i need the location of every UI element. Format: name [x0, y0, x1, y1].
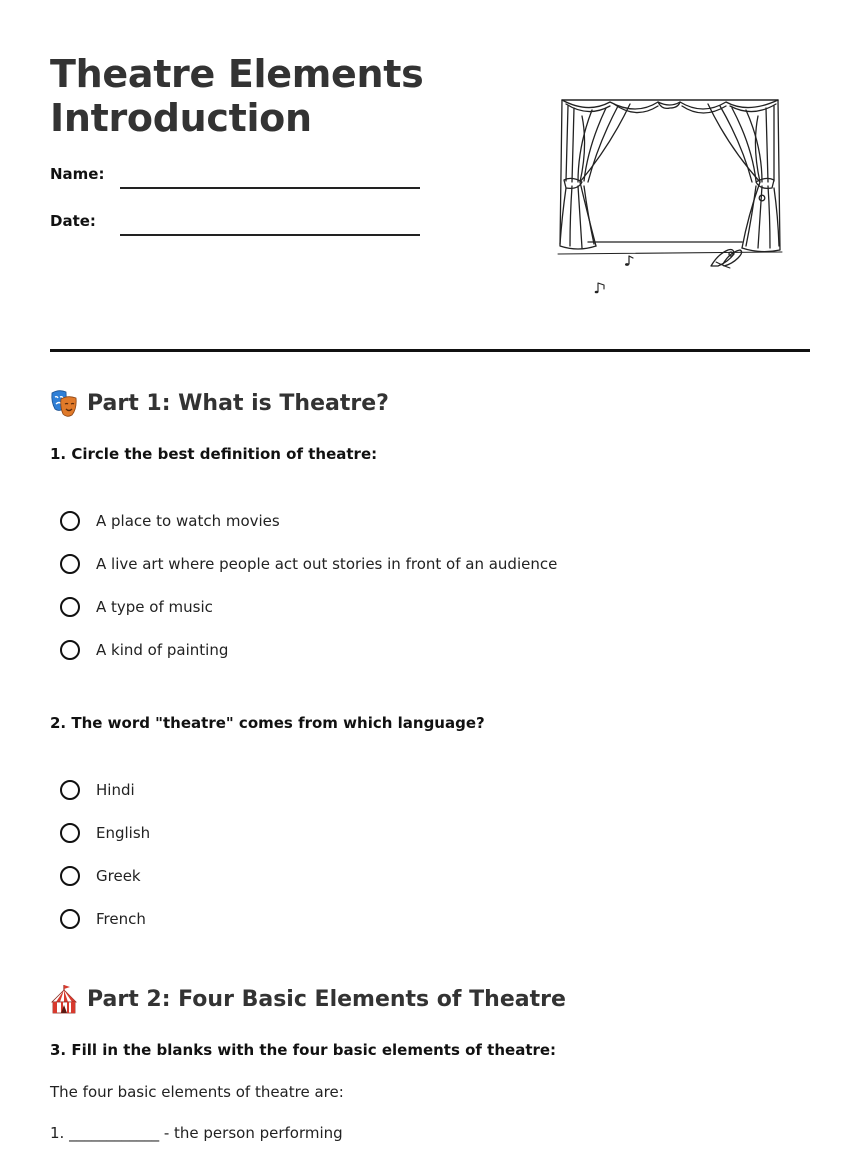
q2-option-4-circle[interactable] [60, 909, 80, 929]
q3-blank-1[interactable]: 1. ____________ - the person performing [50, 1124, 343, 1142]
q2-option-1-circle[interactable] [60, 780, 80, 800]
q2-option-2[interactable] [60, 823, 150, 843]
q2-option-3-label: Greek [96, 867, 141, 885]
q1-option-1-label: A place to watch movies [96, 512, 280, 530]
title-line-1: Theatre Elements [50, 52, 424, 96]
q2-option-2-label: English [96, 824, 151, 842]
part1-heading [50, 388, 389, 418]
worksheet-title [50, 52, 423, 140]
q1-option-3-label: A type of music [96, 598, 213, 616]
q1-option-2-circle[interactable] [60, 554, 80, 574]
question-2-prompt: 2. The word "theatre" comes from which language? [50, 714, 485, 732]
q1-option-1-circle[interactable] [60, 511, 80, 531]
date-label: Date: [50, 212, 96, 230]
date-field[interactable] [120, 234, 420, 236]
q1-option-4-label: A kind of painting [96, 641, 229, 659]
q1-option-3-circle[interactable] [60, 597, 80, 617]
question-3-prompt: 3. Fill in the blanks with the four basic elements of theatre: [50, 1041, 557, 1059]
theatre-masks-icon [50, 388, 78, 418]
q1-option-1[interactable] [60, 511, 280, 531]
q1-option-3[interactable] [60, 597, 213, 617]
name-field[interactable] [120, 187, 420, 189]
part1-title: Part 1: What is Theatre? [87, 390, 389, 416]
q2-option-3[interactable] [60, 866, 141, 886]
q1-option-2[interactable] [60, 554, 557, 574]
q2-option-3-circle[interactable] [60, 866, 80, 886]
name-label: Name: [50, 165, 105, 183]
part2-title: Part 2: Four Basic Elements of Theatre [87, 986, 566, 1012]
q2-option-1[interactable] [60, 780, 135, 800]
title-line-2: Introduction [50, 96, 312, 140]
section-divider [50, 349, 810, 352]
q2-option-4-label: French [96, 910, 146, 928]
question-1-prompt: 1. Circle the best definition of theatre: [50, 445, 378, 463]
q1-option-4[interactable] [60, 640, 228, 660]
q2-option-1-label: Hindi [96, 781, 135, 799]
q1-option-4-circle[interactable] [60, 640, 80, 660]
q2-option-4[interactable] [60, 909, 146, 929]
stage-curtain-illustration [548, 86, 788, 301]
q1-option-2-label: A live art where people act out stories in front of an audience [96, 555, 558, 573]
q2-option-2-circle[interactable] [60, 823, 80, 843]
circus-tent-icon [50, 984, 78, 1014]
q3-intro-text: The four basic elements of theatre are: [50, 1083, 344, 1101]
part2-heading [50, 984, 566, 1014]
